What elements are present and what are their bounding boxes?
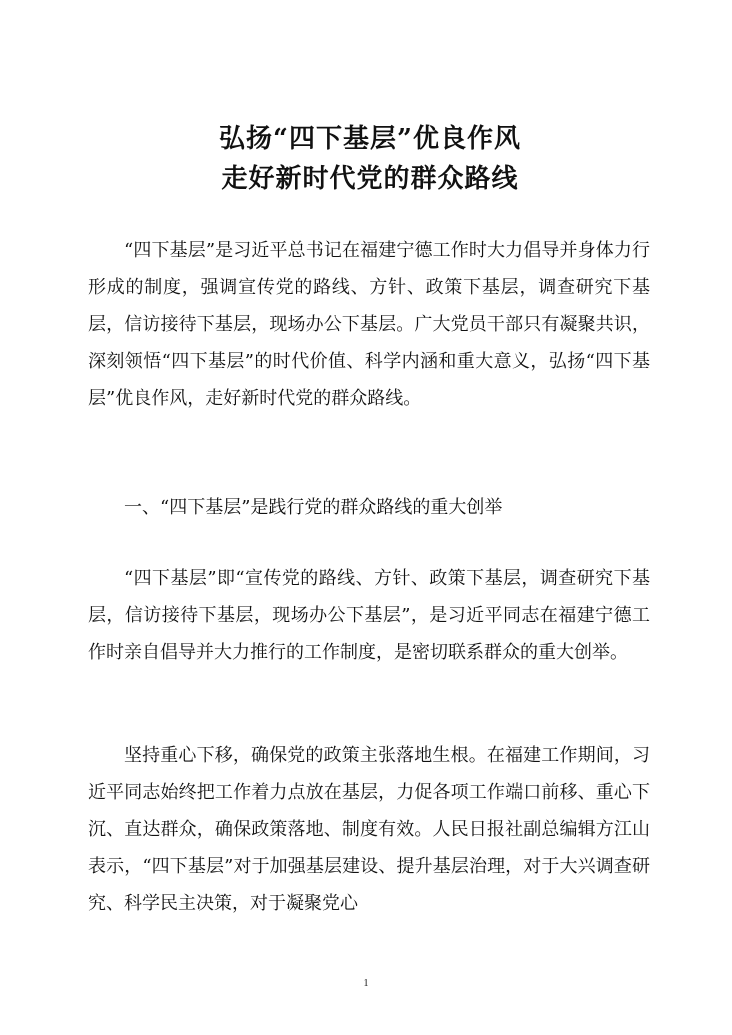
title-line-2: 走好新时代党的群众路线 [221,164,519,194]
section-heading-1: 一、“四下基层”是践行党的群众路线的重大创举 [124,497,503,518]
intro-paragraph: “四下基层”是习近平总书记在福建宁德工作时大力倡导并身体力行形成的制度，强调宣传党的路线、方针、政策下基层，调查研究下基层，信访接待下基层，现场办公下基层。广大党员干部只有凝聚共识，深刻领悟“四下基层”的时代价值、科学内涵和重大意义，弘扬“四下基层”优良作风，走好新时代党的群众路线。 [88,240,650,409]
section-paragraph-1: “四下基层”即“宣传党的路线、方针、政策下基层，调查研究下基层，信访接待下基层，现场办公下基层”，是习近平同志在福建宁德工作时亲自倡导并大力推行的工作制度，是密切联系群众的重大创举。 [88,568,650,663]
section-paragraph-2: 坚持重心下移，确保党的政策主张落地生根。在福建工作期间，习近平同志始终把工作着力点放在基层，力促各项工作端口前移、重心下沉、直达群众，确保政策落地、制度有效。人民日报社副总编辑方江山表示，“四下基层”对于加强基层建设、提升基层治理，对于大兴调查研究、科学民主决策，对于凝聚党心 [88,745,650,914]
page-number: 1 [363,978,369,989]
title-line-1: 弘扬“四下基层”优良作风 [219,124,521,154]
